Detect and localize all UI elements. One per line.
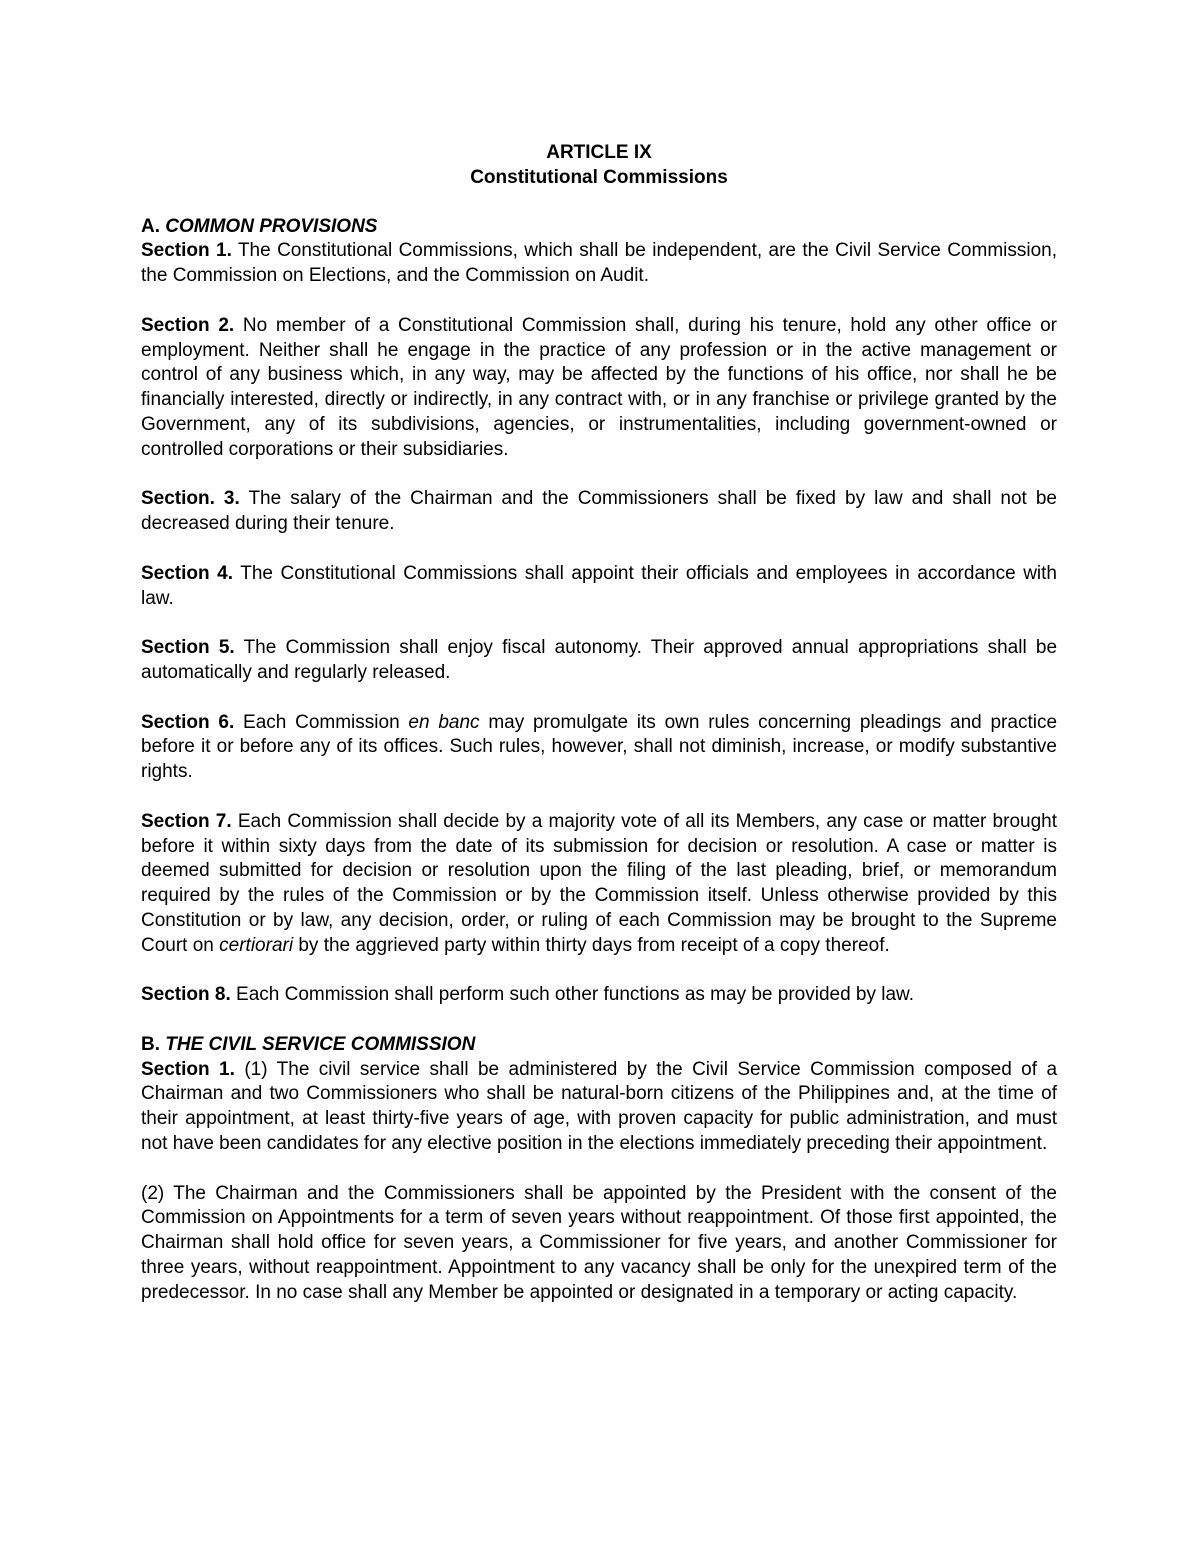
part-b-section-1-paragraph-2	[141, 1182, 1057, 1306]
section-label: Section 5.	[141, 637, 235, 659]
part-b-title: THE CIVIL SERVICE COMMISSION	[165, 1033, 476, 1055]
part-a-section-5	[141, 636, 1057, 686]
section-text: Each Commission shall perform such other functions as may be provided by law.	[236, 984, 915, 1006]
part-a-title: COMMON PROVISIONS	[165, 215, 378, 237]
section-label: Section 1.	[141, 240, 232, 262]
section-label: Section 1.	[141, 1058, 235, 1080]
section-text: No member of a Constitutional Commission shall, during his tenure, hold any other office or employment. Neither shall he engage in the practice of any profession or in the active management or control of any business which, in any way, may be affected by the functions of his office, nor shall he be financially interested, directly or indirectly, in any contract with, or in any franchise or privilege granted by the Government, any of its subdivisions, agencies, or instrumentalities, including government-owned or controlled corporations or their subsidiaries.	[141, 314, 1058, 460]
part-a-letter: A.	[141, 215, 160, 237]
section-text: (2) The Chairman and the Commissioners shall be appointed by the President with the consent of the Commission on Appointments for a term of seven years without reappointment. Of those first appointed, the Chairman shall hold office for seven years, a Commissioner for five years, and another Commissioner for three years, without reappointment. Appointment to any vacancy shall be only for the unexpired term of the predecessor. In no case shall any Member be appointed or designated in a temporary or acting capacity.	[141, 1182, 1057, 1303]
section-label: Section. 3.	[141, 488, 240, 510]
part-a-section-1	[141, 239, 1057, 289]
article-title: ARTICLE IX	[546, 142, 652, 163]
part-a-section-6	[141, 711, 1057, 785]
part-a-section-4	[141, 562, 1057, 612]
part-b-heading	[141, 1033, 1057, 1058]
part-a-section-2	[141, 314, 1057, 463]
section-text-before: Each Commission	[243, 711, 400, 733]
section-text: The salary of the Chairman and the Commissioners shall be fixed by law and shall not be decreased during their tenure.	[141, 488, 1057, 535]
part-b-letter: B.	[141, 1033, 160, 1055]
section-label: Section 6.	[141, 711, 235, 733]
section-label: Section 4.	[141, 562, 234, 584]
section-text-after: may promulgate its own rules concerning pleadings and practice before it or before any of its offices. Such rules, however, shall not diminish, increase, or modify substantive rights.	[141, 711, 1058, 783]
part-a-heading	[141, 215, 1057, 240]
article-heading	[141, 141, 1057, 191]
document-page	[141, 141, 1057, 1306]
section-label: Section 2.	[141, 314, 235, 336]
part-a-section-7	[141, 810, 1057, 959]
section-text-after: by the aggrieved party within thirty days from receipt of a copy thereof.	[298, 934, 890, 956]
section-text: (1) The civil service shall be administered by the Civil Service Commission composed of a Chairman and two Commissioners who shall be natural-born citizens of the Philippines and, at the time of their appointment, at least thirty-five years of age, with proven capacity for public administration, and must not have been candidates for any elective position in the elections immediately preceding their appointment.	[141, 1058, 1058, 1155]
part-b-section-1	[141, 1058, 1057, 1157]
section-text: The Constitutional Commissions, which shall be independent, are the Civil Service Commission, the Commission on Elections, and the Commission on Audit.	[141, 240, 1058, 287]
part-a-section-8	[141, 983, 1057, 1008]
section-label: Section 8.	[141, 984, 231, 1006]
section-text-italic: certiorari	[219, 934, 294, 956]
section-text-before: Each Commission shall decide by a majority vote of all its Members, any case or matter brought before it within sixty days from the date of its submission for decision or resolution. A case or matter is deemed submitted for decision or resolution upon the filing of the last pleading, brief, or memorandum required by the rules of the Commission or by the Commission itself. Unless otherwise provided by this Constitution or by law, any decision, order, or ruling of each Commission may be brought to the Supreme Court on	[141, 810, 1058, 956]
section-text-italic: en banc	[408, 711, 480, 733]
section-label: Section 7.	[141, 810, 232, 832]
section-text: The Constitutional Commissions shall appoint their officials and employees in accordance with law.	[141, 562, 1057, 609]
section-text: The Commission shall enjoy fiscal autonomy. Their approved annual appropriations shall be automatically and regularly released.	[141, 637, 1058, 683]
part-a-section-3	[141, 487, 1057, 537]
article-subtitle: Constitutional Commissions	[470, 166, 728, 188]
